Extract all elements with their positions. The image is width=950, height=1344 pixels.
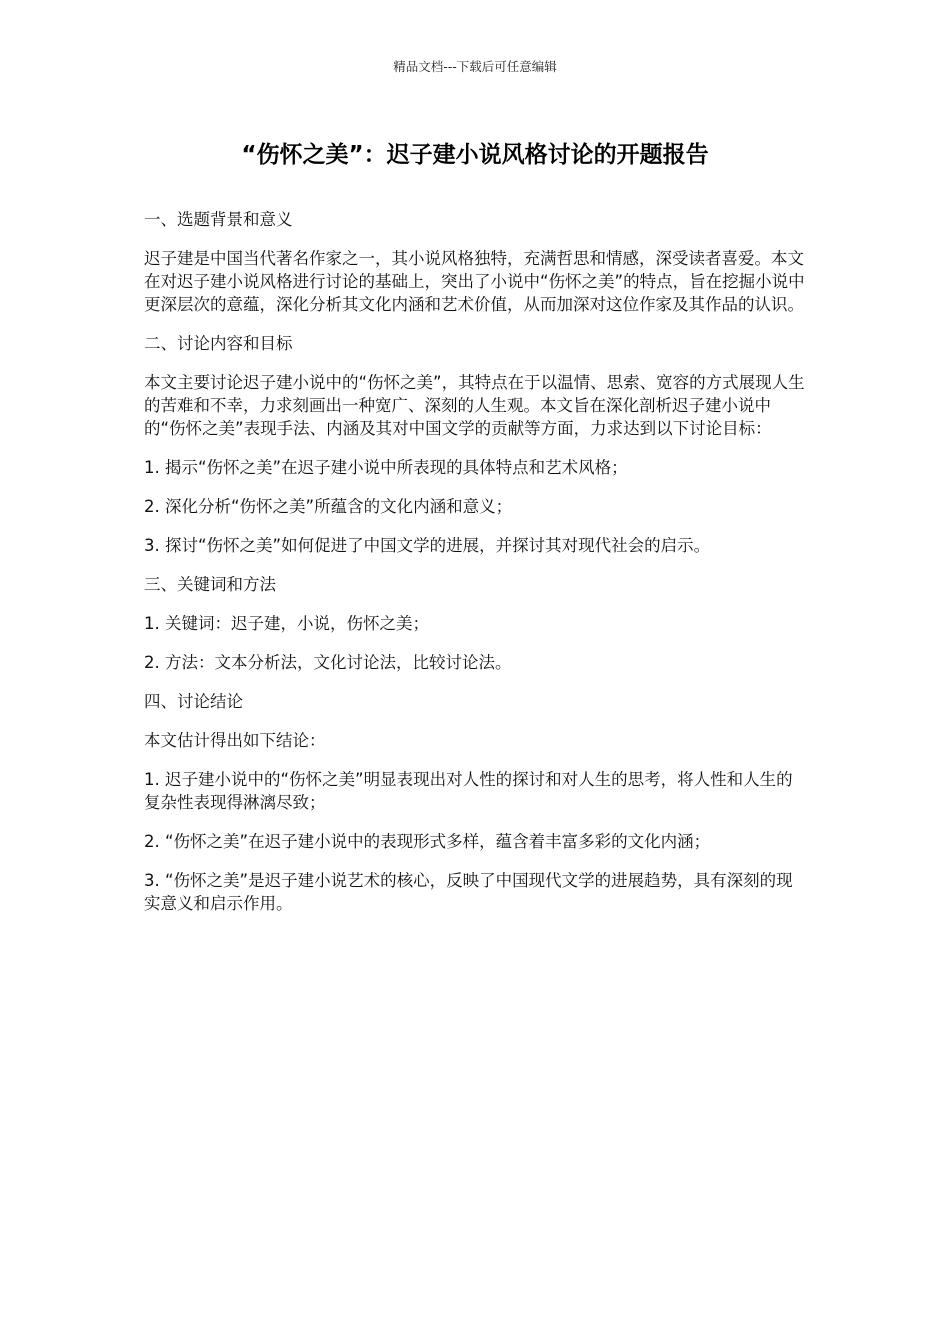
list-item-methods: 2. 方法：文本分析法，文化讨论法，比较讨论法。 <box>144 653 512 672</box>
paragraph-conclusion-intro: 本文估计得出如下结论： <box>144 731 326 750</box>
list-item-keywords: 1. 关键词：迟子建，小说，伤怀之美； <box>144 614 429 633</box>
section-heading-content: 二、讨论内容和目标 <box>144 334 293 353</box>
list-item-goal-2: 2. 深化分析“伤怀之美”所蕴含的文化内涵和意义； <box>144 497 513 516</box>
section-heading-conclusion: 四、讨论结论 <box>144 692 243 711</box>
list-item-conclusion-2: 2. “伤怀之美”在迟子建小说中的表现形式多样，蕴含着丰富多彩的文化内涵； <box>144 832 711 851</box>
paragraph-content: 本文主要讨论迟子建小说中的“伤怀之美”，其特点在于以温情、思索、宽容的方式展现人生的苦难和不幸，力求刻画出一种宽广、深刻的人生观。本文旨在深化剖析迟子建小说中的“伤怀之美”表现手法、内涵及其对中国文学的贡献等方面，力求达到以下讨论目标： <box>144 373 805 438</box>
document-body <box>144 208 808 931</box>
list-item-goal-1: 1. 揭示“伤怀之美”在迟子建小说中所表现的具体特点和艺术风格； <box>144 458 628 477</box>
list-item-conclusion-3: 3. “伤怀之美”是迟子建小说艺术的核心，反映了中国现代文学的进展趋势，具有深刻的现实意义和启示作用。 <box>144 871 793 913</box>
section-heading-keywords: 三、关键词和方法 <box>144 575 276 594</box>
list-item-goal-3: 3. 探讨“伤怀之美”如何促进了中国文学的进展，并探讨其对现代社会的启示。 <box>144 536 711 555</box>
document-title: “伤怀之美”：迟子建小说风格讨论的开题报告 <box>241 142 709 168</box>
section-heading-background: 一、选题背景和意义 <box>144 210 293 229</box>
page-header: 精品文档---下载后可任意编辑 <box>393 59 557 74</box>
list-item-conclusion-1: 1. 迟子建小说中的“伤怀之美”明显表现出对人性的探讨和对人生的思考，将人性和人生的复杂性表现得淋漓尽致； <box>144 770 793 812</box>
paragraph-background: 迟子建是中国当代著名作家之一，其小说风格独特，充满哲思和情感，深受读者喜爱。本文在对迟子建小说风格进行讨论的基础上，突出了小说中“伤怀之美”的特点，旨在挖掘小说中更深层次的意蕴，深化分析其文化内涵和艺术价值，从而加深对这位作家及其作品的认识。 <box>144 249 805 314</box>
